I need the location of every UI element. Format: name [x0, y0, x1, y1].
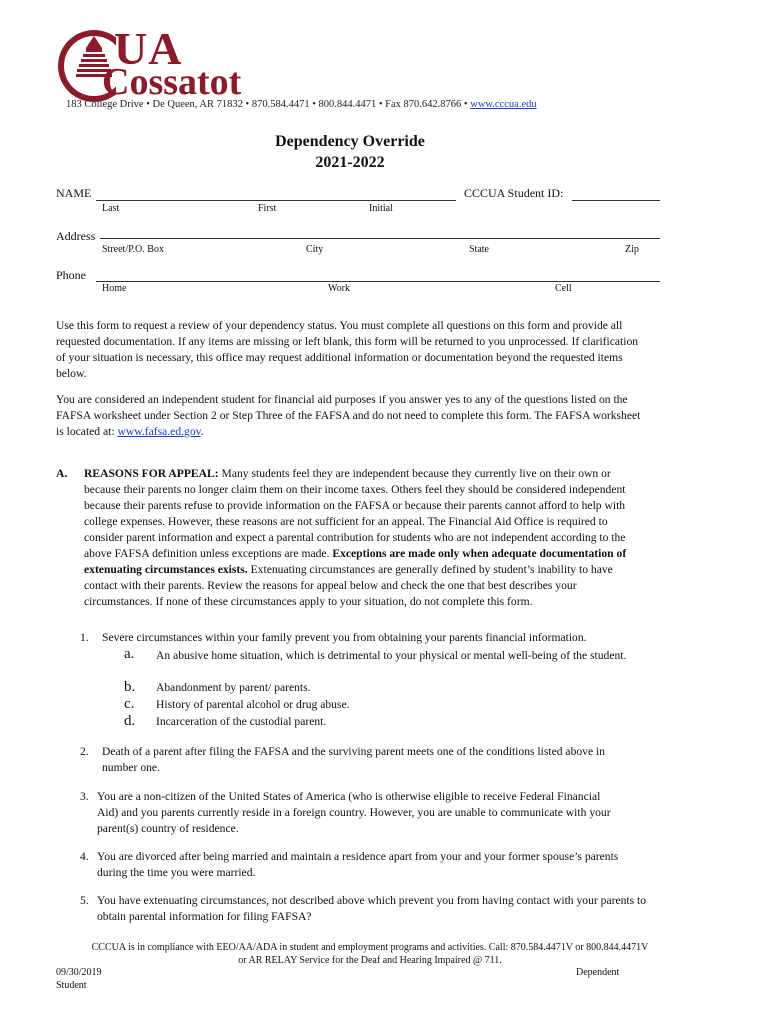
student-id-field[interactable]: [572, 200, 660, 201]
item-5-number: 5.: [80, 894, 89, 907]
college-address: 183 College Drive • De Queen, AR 71832 • 870.584.4471 • 800.844.4471 • Fax 870.642.8766 • www.cccua.edu: [66, 99, 537, 110]
page-year: 2021-2022: [315, 154, 385, 171]
footer-date: 09/30/2019: [56, 967, 102, 978]
fafsa-link[interactable]: www.fafsa.ed.gov: [117, 425, 201, 438]
item-3-number: 3.: [80, 790, 89, 803]
subitem-d-text: Incarceration of the custodial parent.: [156, 715, 327, 728]
address-field[interactable]: [100, 238, 660, 239]
subitem-a-text: An abusive home situation, which is detrimental to your physical or mental well-being of the student.: [156, 649, 627, 662]
phone-sub-work: Work: [328, 283, 350, 294]
footer-student-label: Student: [56, 980, 87, 991]
name-field[interactable]: [96, 200, 456, 201]
address-label: Address: [56, 229, 96, 243]
item-4-number: 4.: [80, 850, 89, 863]
footer-compliance-line1: CCCUA is in compliance with EEO/AA/ADA in student and employment programs and activities. Call: 870.584.4471V or 800.844.4471V: [91, 942, 649, 953]
subitem-c-letter: c.: [124, 696, 135, 712]
name-sub-first: First: [258, 203, 277, 214]
address-sub-state: State: [469, 244, 489, 255]
address-sub-zip: Zip: [625, 244, 639, 255]
section-a-text: REASONS FOR APPEAL: Many students feel they are independent because they currently live on their own or because their parents no longer claim them on their income taxes. Others feel they should be considered independent because their parents refuse to provide information on the FAFSA or because their parents cannot afford to help with college expenses. However, these reasons are not sufficient for an appeal. The Financial Aid Office is required to consider parent information and expect a parental contribution for students who are not independent according to the above FAFSA definition unless exceptions are made. Exceptions are made only when adequate documentation of extenuating circumstances exists. Extenuating circumstances are generally defined by student’s inability to have contact with their parents. Review the reasons for appeal below and check the one that best describes your circumstances. If none of these circumstances apply to your situation, do not complete this form.: [84, 467, 627, 608]
phone-label: Phone: [56, 268, 86, 282]
subitem-b-text: Abandonment by parent/ parents.: [156, 681, 311, 694]
item-2-number: 2.: [80, 745, 89, 758]
address-sub-city: City: [306, 244, 324, 255]
subitem-b-letter: b.: [124, 679, 136, 695]
subitem-a-letter: a.: [124, 646, 135, 662]
section-a-letter: A.: [56, 467, 68, 480]
student-id-label: CCCUA Student ID:: [464, 186, 564, 200]
intro-paragraph: Use this form to request a review of your dependency status. You must complete all questions on this form and provide all requested documentation. If any items are missing or left blank, this form will be returned to you unprocessed. If clarification of your situation is necessary, this office may request additional information or documentation beyond the requested items below.: [56, 319, 639, 380]
section-a-heading: REASONS FOR APPEAL:: [84, 467, 219, 480]
logo-ua-text: UA: [114, 23, 183, 74]
page-title: Dependency Override: [275, 133, 425, 150]
address-sub-street: Street/P.O. Box: [102, 244, 164, 255]
subitem-c-text: History of parental alcohol or drug abuse.: [156, 698, 350, 711]
fafsa-paragraph: You are considered an independent student for financial aid purposes if you answer yes to any of the questions listed on the FAFSA worksheet under Section 2 or Step Three of the FAFSA and do not need to complete this form. The FAFSA worksheet is located at: www.fafsa.ed.gov.: [56, 393, 641, 438]
subitem-d-letter: d.: [124, 713, 136, 729]
footer-dependent-label: Dependent: [576, 967, 620, 978]
name-sub-initial: Initial: [369, 203, 393, 214]
phone-sub-home: Home: [102, 283, 127, 294]
item-3-text: You are a non-citizen of the United States of America (who is otherwise eligible to receive Federal Financial Aid) and you parents currently reside in a foreign country. However, you are unable to communicate with your parent(s) country of residence.: [97, 790, 611, 835]
logo-cossatot-text: Cossatot: [102, 61, 242, 103]
website-link[interactable]: www.cccua.edu: [470, 99, 537, 110]
item-2-text: Death of a parent after filing the FAFSA and the surviving parent meets one of the conditions listed above in number one.: [102, 745, 606, 774]
footer-compliance-line2: or AR RELAY Service for the Deaf and Hearing Impaired @ 711.: [238, 955, 502, 966]
name-sub-last: Last: [102, 203, 120, 214]
section-a-bold: Exceptions are made only when adequate documentation of extenuating circumstances exists.: [84, 547, 627, 576]
college-logo: [56, 23, 242, 104]
item-1-number: 1.: [80, 631, 89, 644]
phone-field[interactable]: [96, 281, 660, 282]
item-4-text: You are divorced after being married and maintain a residence apart from your and your former spouse’s parents during the time you were married.: [97, 850, 619, 879]
phone-sub-cell: Cell: [555, 283, 572, 294]
item-5-text: You have extenuating circumstances, not described above which prevent you from having contact with your parents to obtain parental information for filing FAFSA?: [97, 894, 647, 923]
name-label: NAME: [56, 186, 92, 200]
item-1-text: Severe circumstances within your family prevent you from obtaining your parents financial information.: [102, 631, 587, 644]
